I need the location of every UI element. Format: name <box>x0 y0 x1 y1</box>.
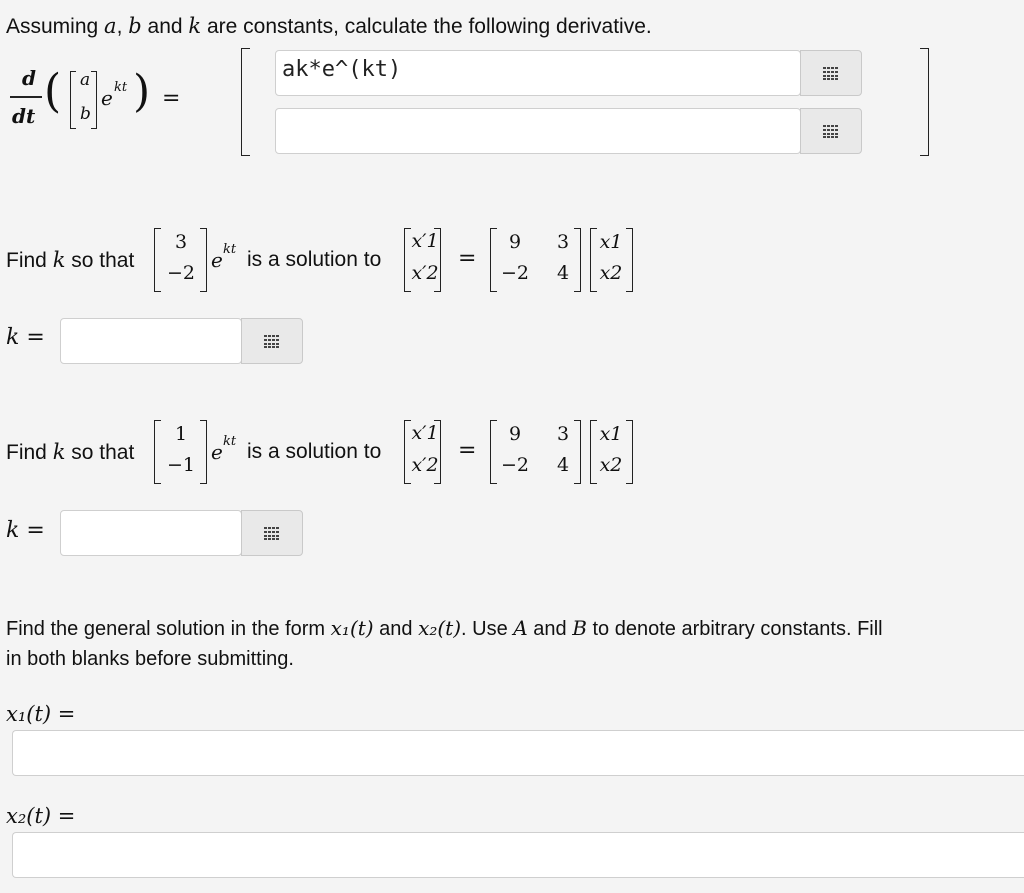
vector-a: a <box>80 70 91 90</box>
dt-denominator: dt <box>12 104 36 128</box>
derivative-top-value: ak*e^(kt) <box>282 57 402 82</box>
derivative-top-input[interactable] <box>275 50 801 96</box>
q2-matrix-cell: 9 <box>508 231 522 253</box>
q3-matrix-cell: 4 <box>556 454 570 476</box>
q2-vec-bottom: −2 <box>166 262 195 284</box>
q3-rhs-bottom: x2 <box>599 454 623 476</box>
q2-matrix-right-bracket <box>574 228 581 292</box>
q3-k-label: k = <box>6 518 45 543</box>
exp-kt: kt <box>114 80 128 95</box>
derivative-bottom-input[interactable] <box>275 108 801 154</box>
q3-matrix-cell: 3 <box>556 423 570 445</box>
q2-matrix-left-bracket <box>490 228 497 292</box>
equals-sign: = <box>162 86 181 111</box>
q4-instructions-line1: Find the general solution in the form x₁(t) and x₂(t). Use A and B to denote arbitrary constants. Fill <box>6 616 883 640</box>
q2-k-input[interactable] <box>60 318 242 364</box>
q3-is-solution: is a solution to <box>247 440 382 463</box>
grid-keyboard-icon <box>264 527 280 540</box>
keyboard-button[interactable] <box>800 50 862 96</box>
keyboard-button[interactable] <box>800 108 862 154</box>
q2-lhs-right-bracket <box>434 228 441 292</box>
answer-left-bracket <box>241 48 250 156</box>
q3-lhs-top: x′1 <box>411 422 439 444</box>
q2-rhs-right-bracket <box>626 228 633 292</box>
q2-vec-top: 3 <box>174 231 188 253</box>
q3-matrix-cell: 9 <box>508 423 522 445</box>
q3-matrix-left-bracket <box>490 420 497 484</box>
q3-equals: = <box>458 438 477 463</box>
q3-find-text: Find k so that <box>6 440 135 464</box>
q4-instructions-line2: in both blanks before submitting. <box>6 648 294 670</box>
answer-right-bracket <box>920 48 929 156</box>
q3-rhs-right-bracket <box>626 420 633 484</box>
q3-matrix-right-bracket <box>574 420 581 484</box>
q2-matrix-cell: 3 <box>556 231 570 253</box>
x2-input[interactable] <box>12 832 1024 878</box>
q3-exp-e: e <box>211 440 223 464</box>
q2-vec-left-bracket <box>154 228 161 292</box>
q2-k-label: k = <box>6 325 45 350</box>
q2-exp-kt: kt <box>223 242 237 257</box>
left-paren: ( <box>44 64 62 119</box>
grid-keyboard-icon <box>823 125 839 138</box>
q3-matrix-cell: −2 <box>500 454 529 476</box>
q3-vec-right-bracket <box>200 420 207 484</box>
q3-k-input[interactable] <box>60 510 242 556</box>
q2-vec-right-bracket <box>200 228 207 292</box>
vector-left-bracket <box>70 71 76 129</box>
exp-e: e <box>101 86 113 110</box>
q2-equals: = <box>458 246 477 271</box>
q3-vec-bottom: −1 <box>166 454 195 476</box>
x1-input[interactable] <box>12 730 1024 776</box>
q3-vec-top: 1 <box>174 423 188 445</box>
vector-b: b <box>80 104 91 124</box>
q2-find-text: Find k so that <box>6 248 135 272</box>
q3-exp-kt: kt <box>223 434 237 449</box>
q2-lhs-top: x′1 <box>411 230 439 252</box>
x2-label: x₂(t) = <box>6 804 76 828</box>
d-numerator: d <box>22 66 36 90</box>
q1-prompt: Assuming a, b and k are constants, calculate the following derivative. <box>6 14 652 38</box>
q2-rhs-top: x1 <box>599 231 623 253</box>
grid-keyboard-icon <box>823 67 839 80</box>
q2-is-solution: is a solution to <box>247 248 382 271</box>
grid-keyboard-icon <box>264 335 280 348</box>
q3-rhs-top: x1 <box>599 423 623 445</box>
q3-vec-left-bracket <box>154 420 161 484</box>
keyboard-button[interactable] <box>241 510 303 556</box>
vector-right-bracket <box>91 71 97 129</box>
x1-label: x₁(t) = <box>6 702 76 726</box>
q2-exp-e: e <box>211 248 223 272</box>
q2-lhs-bottom: x′2 <box>411 262 439 284</box>
q2-rhs-bottom: x2 <box>599 262 623 284</box>
keyboard-button[interactable] <box>241 318 303 364</box>
q2-matrix-cell: −2 <box>500 262 529 284</box>
right-paren: ) <box>133 66 151 117</box>
q3-lhs-bottom: x′2 <box>411 454 439 476</box>
q2-matrix-cell: 4 <box>556 262 570 284</box>
fraction-bar <box>10 96 42 98</box>
q3-lhs-right-bracket <box>434 420 441 484</box>
